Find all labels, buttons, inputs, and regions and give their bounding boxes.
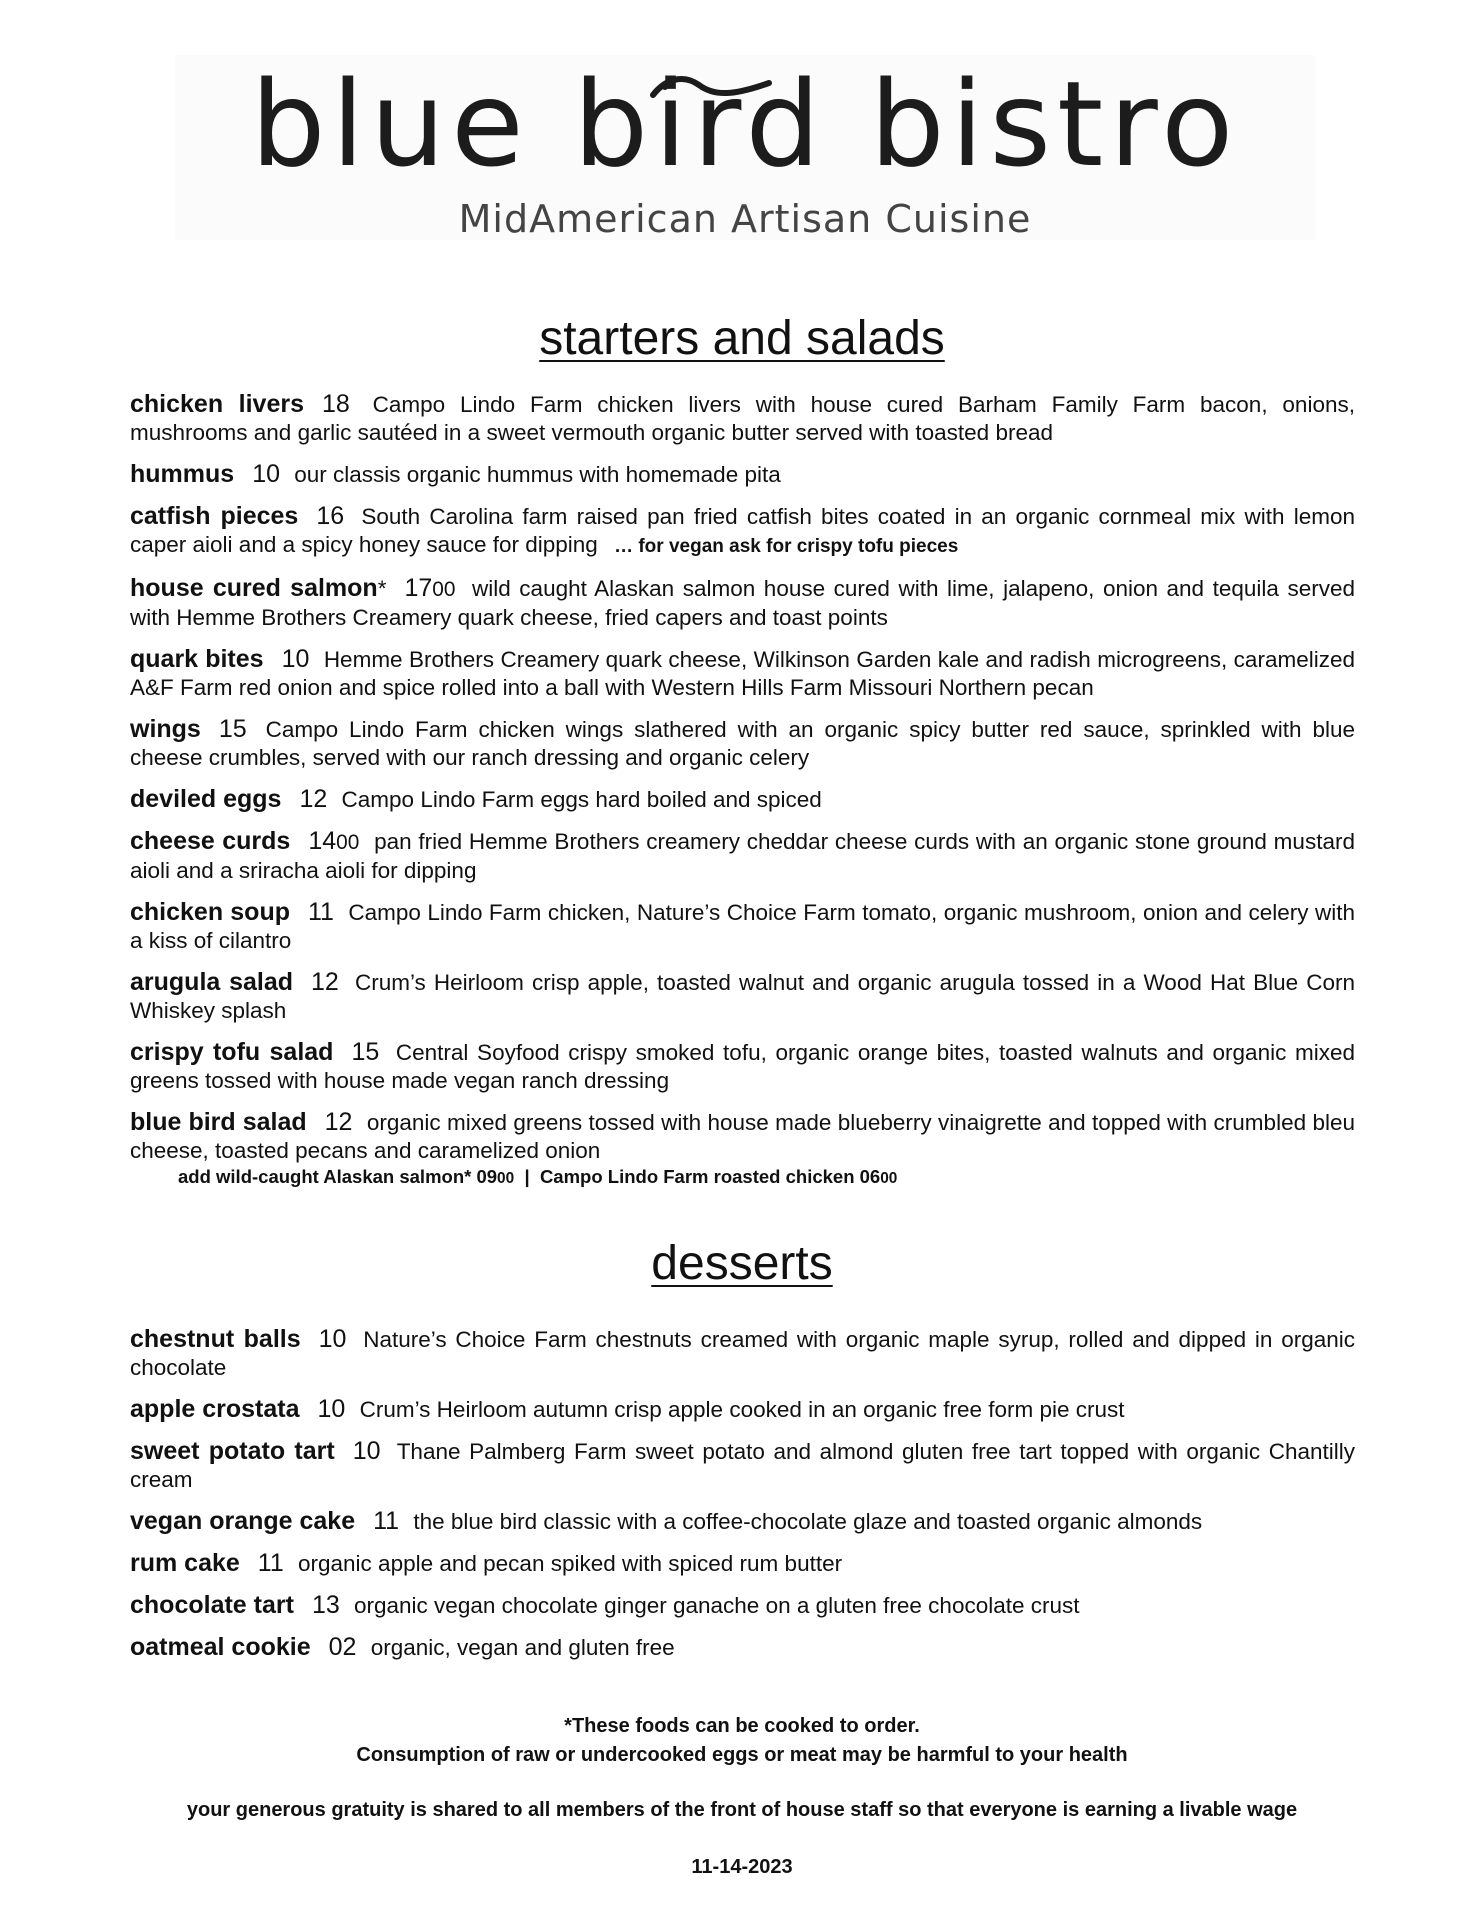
logo-tagline: MidAmerican Artisan Cuisine xyxy=(458,197,1032,241)
menu-item-catfish-pieces: catfish pieces 16 South Carolina farm raised pan fried catfish bites coated in an organic cornmeal mix with lemon caper aioli and a spicy honey sauce for dipping … for vegan ask for crispy tofu pieces xyxy=(130,502,1355,557)
menu-item-vegan-orange-cake: vegan orange cake 11 the blue bird classic with a coffee-chocolate glaze and toasted organic almonds xyxy=(130,1507,1203,1535)
menu-item-apple-crostata: apple crostata 10 Crum’s Heirloom autumn crisp apple cooked in an organic free form pie crust xyxy=(130,1395,1125,1423)
menu-item-chocolate-tart: chocolate tart 13 organic vegan chocolate ginger ganache on a gluten free chocolate crust xyxy=(130,1591,1080,1619)
logo xyxy=(175,55,1315,240)
starters-heading: starters and salads xyxy=(539,312,945,365)
menu-item-deviled-eggs: deviled eggs 12 Campo Lindo Farm eggs hard boiled and spiced xyxy=(130,785,822,813)
menu-item-sweet-potato-tart: sweet potato tart 10 Thane Palmberg Farm sweet potato and almond gluten free tart topped with organic Chantilly cream xyxy=(130,1437,1355,1492)
menu-item-chestnut-balls: chestnut balls 10 Nature’s Choice Farm chestnuts creamed with organic maple syrup, rolled and dipped in organic chocolate xyxy=(130,1325,1355,1380)
menu-item-oatmeal-cookie: oatmeal cookie 02 organic, vegan and gluten free xyxy=(130,1633,675,1661)
cooked-to-order-notice: *These foods can be cooked to order. xyxy=(564,1715,920,1737)
vegan-note: … for vegan ask for crispy tofu pieces xyxy=(614,536,959,557)
starters-list xyxy=(130,390,1355,1190)
menu-item-blue-bird-salad: blue bird salad 12 organic mixed greens tossed with house made blueberry vinaigrette and topped with crumbled bleu cheese, toasted pecans and caramelized onion xyxy=(130,1108,1355,1163)
salad-addons: add wild-caught Alaskan salmon* 0900 | Campo Lindo Farm roasted chicken 0600 xyxy=(178,1166,898,1187)
menu-item-arugula-salad: arugula salad 12 Crum’s Heirloom crisp apple, toasted walnut and organic arugula tossed in a Wood Hat Blue Corn Whiskey splash xyxy=(130,968,1355,1023)
desserts-heading: desserts xyxy=(651,1237,833,1290)
menu-item-crispy-tofu-salad: crispy tofu salad 15 Central Soyfood crispy smoked tofu, organic orange bites, toasted walnuts and organic mixed greens tossed with house made vegan ranch dressing xyxy=(130,1038,1355,1093)
menu-item-rum-cake: rum cake 11 organic apple and pecan spiked with spiced rum butter xyxy=(130,1549,843,1577)
cooked-to-order-marker: * xyxy=(377,576,387,601)
logo-wordmark: blue bird bistro xyxy=(250,55,1240,193)
menu-item-chicken-soup: chicken soup 11 Campo Lindo Farm chicken, Nature’s Choice Farm tomato, organic mushroom, onion and celery with a kiss of cilantro xyxy=(130,898,1355,953)
menu-item-hummus: hummus 10 our classis organic hummus with homemade pita xyxy=(130,460,781,488)
menu-item-quark-bites: quark bites 10 Hemme Brothers Creamery quark cheese, Wilkinson Garden kale and radish microgreens, caramelized A&F Farm red onion and spice rolled into a ball with Western Hills Farm Missouri Northern pecan xyxy=(130,645,1355,700)
desserts-list xyxy=(130,1325,1355,1675)
menu-item-chicken-livers: chicken livers 18 Campo Lindo Farm chicken livers with house cured Barham Family Farm bacon, onions, mushrooms and garlic sautéed in a sweet vermouth organic butter served with toasted bread xyxy=(130,390,1355,445)
menu-item-cheese-curds: cheese curds 1400 pan fried Hemme Brothers creamery cheddar cheese curds with an organic stone ground mustard aioli and a sriracha aioli for dipping xyxy=(130,827,1355,883)
menu-item-wings: wings 15 Campo Lindo Farm chicken wings slathered with an organic spicy butter red sauce, sprinkled with blue cheese crumbles, served with our ranch dressing and organic celery xyxy=(130,715,1355,770)
gratuity-notice: your generous gratuity is shared to all members of the front of house staff so that everyone is earning a livable wage xyxy=(186,1799,1298,1821)
menu-date: 11-14-2023 xyxy=(691,1856,793,1878)
menu-item-house-cured-salmon: house cured salmon* 1700 wild caught Alaskan salmon house cured with lime, jalapeno, onion and tequila served with Hemme Brothers Creamery quark cheese, fried capers and toast points xyxy=(130,574,1355,630)
health-warning: Consumption of raw or undercooked eggs or meat may be harmful to your health xyxy=(356,1744,1128,1766)
